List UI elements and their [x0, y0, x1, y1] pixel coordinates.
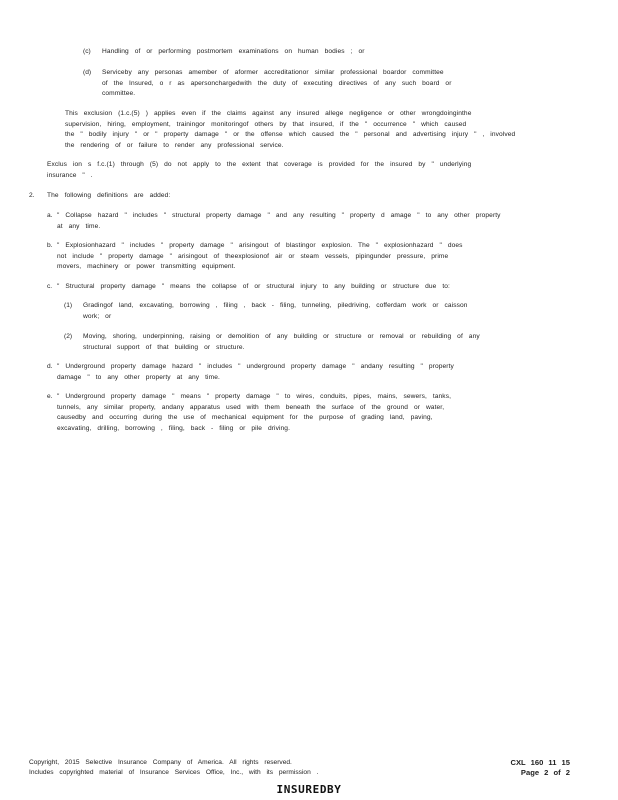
subitem-line: work; or [83, 312, 112, 320]
item-d-line: committee. [102, 90, 136, 97]
footer-form-number: CXL 160 11 15 [510, 758, 570, 767]
footer-copyright: Copyright, 2015 Selective Insurance Company of America. All rights reserved. [29, 759, 292, 766]
section-2-number: 2. [29, 192, 35, 199]
watermark: INSUREDBY [276, 783, 342, 796]
definition-d-label: d. [47, 363, 53, 370]
definition-line: " Explosionhazard " includes " property damage " arisingout of blastingor explosion. The " explosionhazard " does [57, 242, 463, 249]
item-d-line: Serviceby any personas amember of aformer accreditationor similar professional boardor committee [102, 69, 444, 76]
definition-line: tunnels, any similar property, andany apparatus used with them beneath the surface of the ground or water, [57, 403, 445, 411]
exclusion-paragraph [65, 109, 575, 151]
exclusions-note-line: Exclus ion s f.c.(1) through (5) do not apply to the extent that coverage is provided for the insured by " underlying [47, 161, 472, 168]
definition-line: damage " to any other property at any time. [57, 373, 220, 381]
section-2-intro-line: The following definitions are added: [47, 192, 171, 199]
subitem-line: structural support of that building or structure. [83, 343, 245, 351]
exclusions-note [47, 160, 567, 181]
definition-line: causedby and occurring during the use of mechanical equipment for the purpose of grading land, paving, [57, 414, 433, 421]
definition-e [57, 392, 572, 434]
definition-b-label: b. [47, 242, 53, 249]
definition-line: " Collapse hazard " includes " structural property damage " and any resulting " property d amage " to any other property [57, 212, 501, 219]
exclusion-line: supervision, hiring, employment, trainingor monitoringof others by that insured, if the " occurrence " which caused [65, 120, 467, 128]
item-c-text [102, 47, 442, 58]
definition-line: at any time. [57, 222, 101, 230]
definition-line: " Structural property damage " means the collapse of or structural injury to any building or structure due to: [57, 283, 450, 290]
subitem-line: Gradingof land, excavating, borrowing , filing , back - filing, tunneling, piledriving, cofferdam work or caisson [83, 302, 468, 309]
footer-permission: Includes copyrighted material of Insurance Services Office, Inc., with its permission . [29, 769, 319, 776]
exclusion-line: the " bodily injury " or " property damage " or the offense which caused the " personal and advertising injury " , involved [65, 131, 516, 138]
footer-page-number: Page 2 of 2 [520, 768, 570, 777]
definition-line: excavating, drilling, borrowing , filing, back - filing or pile driving. [57, 424, 291, 432]
item-d-label: (d) [83, 69, 92, 76]
exclusion-line: This exclusion (1.c.(5) ) applies even if the claims against any insured allege negligence or other wrongdoinginthe [65, 110, 472, 117]
definition-a [57, 211, 572, 232]
subitem-1 [83, 301, 573, 322]
item-c-line: Handling of or performing postmortem examinations on human bodies ; or [102, 48, 365, 55]
item-d-line: of the Insured, o r as apersonchargedwith the duty of executing directives of any such board or [102, 79, 452, 87]
section-2-intro [47, 191, 347, 202]
definition-line: not include " property damage " arisingout of theexplosionof air or steam vessels, pipingunder pressure, prime [57, 252, 449, 260]
definition-c-label: c. [47, 283, 53, 290]
subitem-2 [83, 332, 573, 353]
definition-line: movers, machinery or power transmitting equipment. [57, 263, 236, 270]
item-d-text [102, 68, 572, 100]
definition-c [57, 282, 572, 293]
subitem-line: Moving, shoring, underpinning, raising or demolition of any building or structure or removal or rebuilding of any [83, 333, 480, 340]
definition-e-label: e. [47, 393, 53, 400]
definition-a-label: a. [47, 212, 53, 219]
definition-line: " Underground property damage " means " property damage " to wires, conduits, pipes, mains, sewers, tanks, [57, 393, 452, 400]
item-c-label: (c) [83, 48, 91, 55]
definition-d [57, 362, 572, 383]
exclusions-note-line: insurance " . [47, 171, 93, 179]
exclusion-line: the rendering of or failure to render any professional service. [65, 141, 284, 149]
subitem-1-label: (1) [64, 302, 73, 309]
definition-b [57, 241, 572, 273]
definition-line: " Underground property damage hazard " includes " underground property damage " andany resulting " property [57, 363, 454, 370]
subitem-2-label: (2) [64, 333, 73, 340]
